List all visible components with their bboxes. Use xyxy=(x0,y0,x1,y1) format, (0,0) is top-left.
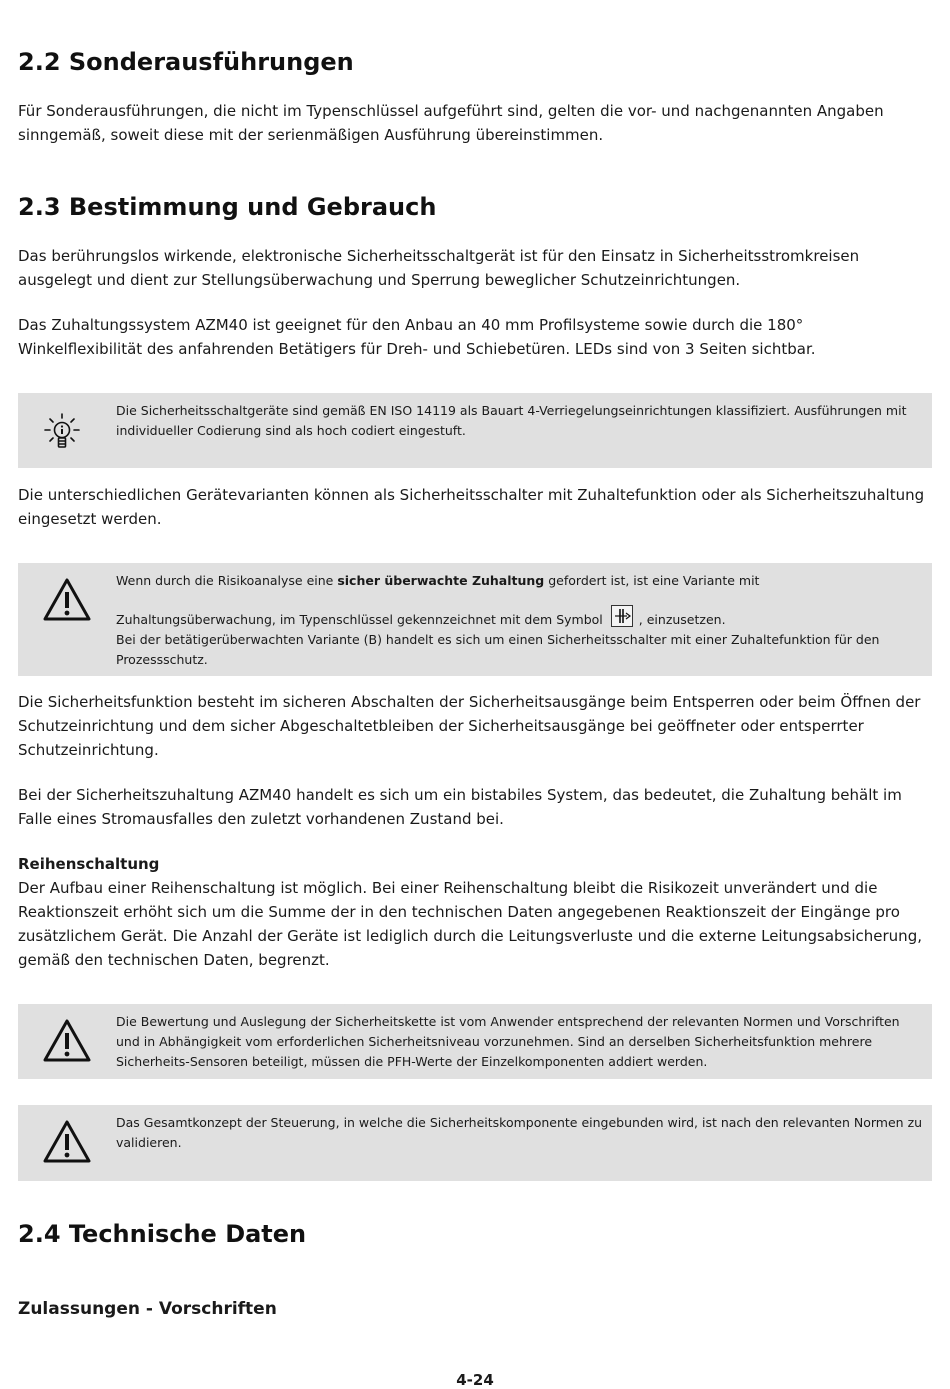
paragraph-bistabil: Bei der Sicherheitszuhaltung AZM40 handelt es sich um ein bistabiles System, das bedeutet, die Zuhaltung behält im Falle eines Stromausfalles den zuletzt vorhandenen Zustand bei. xyxy=(18,786,902,828)
warning-note-2 xyxy=(18,1004,932,1079)
warning-note-2-text: Die Bewertung und Auslegung der Sicherheitskette ist vom Anwender entsprechend der relevanten Normen und Vorschriften und in Abhängigkeit vom erforderlichen Sicherheitsniveau vorzunehmen. Sind an derselben Sicherheitsfunktion mehrere Sicherheits-Sensoren beteiligt, müssen die PFH-Werte der Einzelkomponenten addiert werden. xyxy=(116,1014,900,1069)
warning-note-1-text xyxy=(116,571,926,670)
locking-monitoring-symbol-icon xyxy=(611,605,633,627)
warning-triangle-icon xyxy=(42,577,92,627)
paragraph-reihenschaltung: Der Aufbau einer Reihenschaltung ist möglich. Bei einer Reihenschaltung bleibt die Risikozeit unverändert und die Reaktionszeit erhöht sich um die Summe der in den technischen Daten angegebenen Reaktionszeit der Eingänge pro zusätzlichem Gerät. Die Anzahl der Geräte ist lediglich durch die Leitungsverluste und die externe Leitungsabsicherung, gemäß den technischen Daten, begrenzt. xyxy=(18,879,922,969)
section-title-2-4: 2.4 Technische Daten xyxy=(18,1220,307,1248)
warning-1-line-1 xyxy=(116,571,926,591)
paragraph-sicherheitsfunktion: Die Sicherheitsfunktion besteht im sicheren Abschalten der Sicherheitsausgänge beim Entsperren oder beim Öffnen der Schutzeinrichtung und dem sicher Abgeschaltetbleiben der Sicherheitsausgänge bei geöffneter oder entsperrter Schutzeinrichtung. xyxy=(18,693,921,759)
warning-1-line-2 xyxy=(116,605,926,630)
section-title-2-3: 2.3 Bestimmung und Gebrauch xyxy=(18,193,437,221)
info-note-text: Die Sicherheitsschaltgeräte sind gemäß EN ISO 14119 als Bauart 4-Verriegelungseinrichtungen klassifiziert. Ausführungen mit individueller Codierung sind als hoch codiert eingestuft. xyxy=(116,403,907,438)
warning-triangle-icon xyxy=(42,1119,92,1169)
paragraph-zuhaltungssystem: Das Zuhaltungssystem AZM40 ist geeignet für den Anbau an 40 mm Profilsysteme sowie durch die 180° Winkelflexibilität des anfahrenden Betätigers für Dreh- und Schiebetüren. LEDs sind von 3 Seiten sichtbar. xyxy=(18,316,816,358)
page-number: 4-24 xyxy=(456,1371,494,1389)
warning-note-3-text: Das Gesamtkonzept der Steuerung, in welche die Sicherheitskomponente eingebunden wird, ist nach den relevanten Normen zu validieren. xyxy=(116,1115,923,1150)
heading-reihenschaltung: Reihenschaltung xyxy=(18,855,160,873)
paragraph-sonderausfuehrungen: Für Sonderausführungen, die nicht im Typenschlüssel aufgeführt sind, gelten die vor- und nachgenannten Angaben sinngemäß, soweit diese mit der serienmäßigen Ausführung übereinstimmen. xyxy=(18,102,884,144)
section-title-2-2: 2.2 Sonderausführungen xyxy=(18,48,354,76)
warning-note-3 xyxy=(18,1105,932,1181)
info-note xyxy=(18,393,932,468)
lightbulb-icon xyxy=(42,411,82,457)
warning-1-text-d: , einzusetzen. xyxy=(638,612,726,627)
warning-note-1 xyxy=(18,563,932,676)
warning-1-text-a: Wenn durch die Risikoanalyse eine xyxy=(116,573,338,588)
warning-1-bold: sicher überwachte Zuhaltung xyxy=(337,573,545,588)
paragraph-bestimmung: Das berührungslos wirkende, elektronische Sicherheitsschaltgerät ist für den Einsatz in Sicherheitsstromkreisen ausgelegt und dient zur Stellungsüberwachung und Sperrung beweglicher Schutzeinrichtungen. xyxy=(18,247,860,289)
warning-1-line-3: Bei der betätigerüberwachten Variante (B) handelt es sich um einen Sicherheitsschalter mit einer Zuhaltefunktion für den Prozessschutz. xyxy=(116,632,880,667)
warning-1-text-c: Zuhaltungsüberwachung, im Typenschlüssel gekennzeichnet mit dem Symbol xyxy=(116,612,603,627)
paragraph-geraetevarianten: Die unterschiedlichen Gerätevarianten können als Sicherheitsschalter mit Zuhaltefunktion oder als Sicherheitszuhaltung eingesetzt werden. xyxy=(18,486,925,528)
warning-triangle-icon xyxy=(42,1018,92,1068)
warning-1-text-b: gefordert ist, ist eine Variante mit xyxy=(544,573,760,588)
subheading-zulassungen: Zulassungen - Vorschriften xyxy=(18,1299,277,1319)
